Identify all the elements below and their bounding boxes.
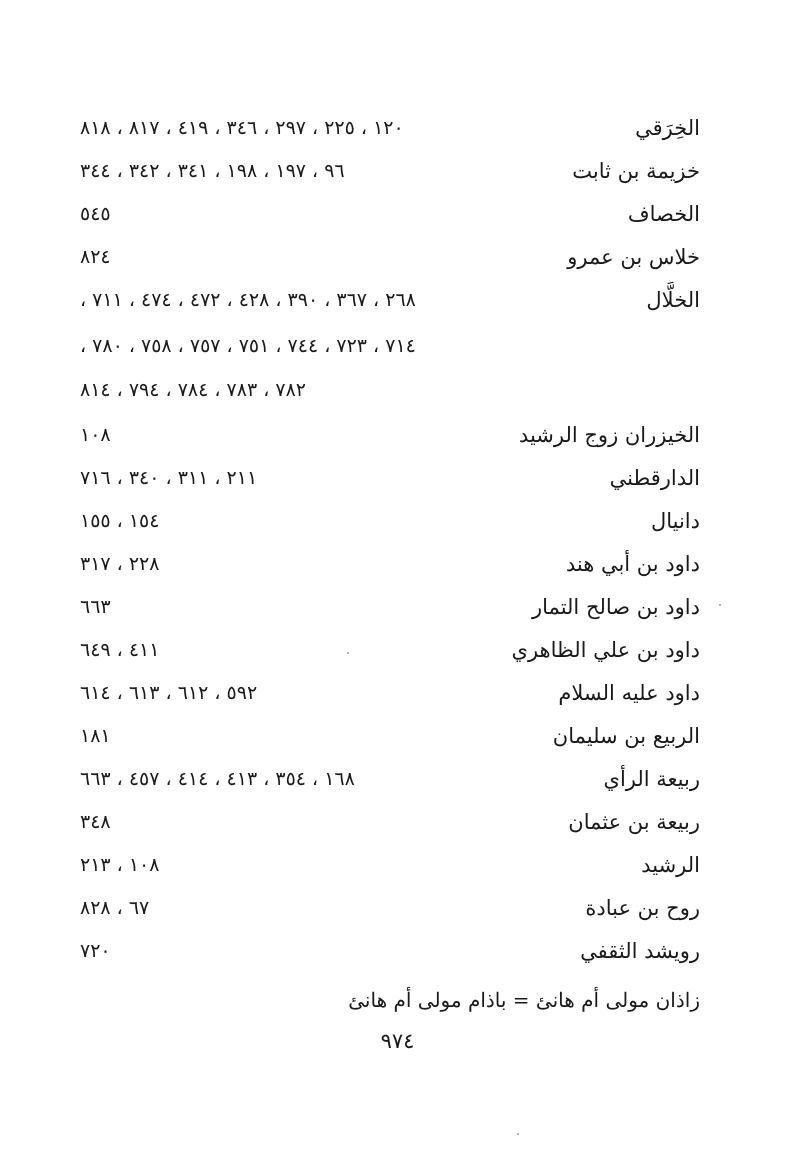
scan-speck [719,604,721,606]
entry-page-refs: ٩٦ ، ١٩٧ ، ١٩٨ ، ٣٤١ ، ٣٤٢ ، ٣٤٤ [80,160,345,182]
index-entry [70,156,700,200]
index-entry [70,242,700,286]
entry-name: ربيعة بن عثمان [568,810,700,834]
entry-name: ربيعة الرأي [603,767,700,791]
entry-name: داود بن صالح التمار [532,595,700,619]
entry-page-refs: ٨٢٤ [80,246,111,268]
entry-page-refs: ١٨١ [80,725,111,747]
index-entry [70,113,700,157]
index-entry [70,807,700,851]
index-entry [70,549,700,593]
index-entry [70,592,700,636]
entry-page-refs: ١٥٤ ، ١٥٥ [80,510,160,532]
entry-page-refs: ١٠٨ [80,424,111,446]
entry-name: داود عليه السلام [558,681,700,705]
index-entry [70,463,700,507]
entry-page-refs: ٣٤٨ [80,811,111,833]
entry-page-refs: ٢٢٨ ، ٣١٧ [80,553,160,575]
entry-page-refs: ١٢٠ ، ٢٢٥ ، ٢٩٧ ، ٣٤٦ ، ٤١٩ ، ٨١٧ ، ٨١٨ [80,117,404,139]
index-entry [70,506,700,550]
entry-page-refs: ٤١١ ، ٦٤٩ [80,639,160,661]
index-entry [70,285,700,329]
index-entry [70,635,700,679]
entry-name: الخصاف [627,202,700,226]
scan-speck [347,652,349,654]
entry-page-refs: ٦٧ ، ٨٢٨ [80,897,150,919]
entry-page-refs-continued: ٧١٤ ، ٧٢٣ ، ٧٤٤ ، ٧٥١ ، ٧٥٧ ، ٧٥٨ ، ٧٨٠ ، [80,335,416,357]
index-entry [70,764,700,808]
entry-page-refs-continued: ٧٨٢ ، ٧٨٣ ، ٧٨٤ ، ٧٩٤ ، ٨١٤ [80,379,306,401]
entry-name: الخِرَقي [635,116,700,140]
entry-name: الرشيد [641,853,700,877]
entry-page-refs: ٧٢٠ [80,940,111,962]
entry-name: الخلَّال [646,288,700,312]
page-number: ٩٧٤ [380,1029,415,1053]
entry-name: الدارقطني [609,466,700,490]
entry-page-refs: ٢٦٨ ، ٣٦٧ ، ٣٩٠ ، ٤٢٨ ، ٤٧٢ ، ٤٧٤ ، ٧١١ ، [80,289,416,311]
entry-name: روح بن عبادة [585,896,700,920]
index-entry [70,936,700,980]
entry-name: رويشد الثقفي [580,939,700,963]
index-entry [70,199,700,243]
scan-speck [517,1133,519,1135]
entry-page-refs: ٥٤٥ [80,203,111,225]
index-entry [70,850,700,894]
entry-page-refs: ١٦٨ ، ٣٥٤ ، ٤١٣ ، ٤١٤ ، ٤٥٧ ، ٦٦٣ [80,768,355,790]
entry-page-refs: ١٠٨ ، ٢١٣ [80,854,160,876]
entry-page-refs: ٢١١ ، ٣١١ ، ٣٤٠ ، ٧١٦ [80,467,258,489]
entry-name: الربيع بن سليمان [552,724,700,748]
entry-name: داود بن أبي هند [565,552,700,576]
entry-name: دانيال [650,509,700,533]
entry-name: الخيزران زوج الرشيد [518,423,700,447]
index-entry [70,893,700,937]
entry-name: خزيمة بن ثابت [572,159,700,183]
index-entry [70,721,700,765]
entry-page-refs: ٦٦٣ [80,596,111,618]
entry-page-refs: ٥٩٢ ، ٦١٢ ، ٦١٣ ، ٦١٤ [80,682,258,704]
cross-reference: زاذان مولى أم هانئ = باذام مولى أم هانئ [348,988,700,1012]
index-entry [70,420,700,464]
entry-name: داود بن علي الظاهري [511,638,700,662]
index-entry [70,678,700,722]
entry-name: خلاس بن عمرو [567,245,700,269]
